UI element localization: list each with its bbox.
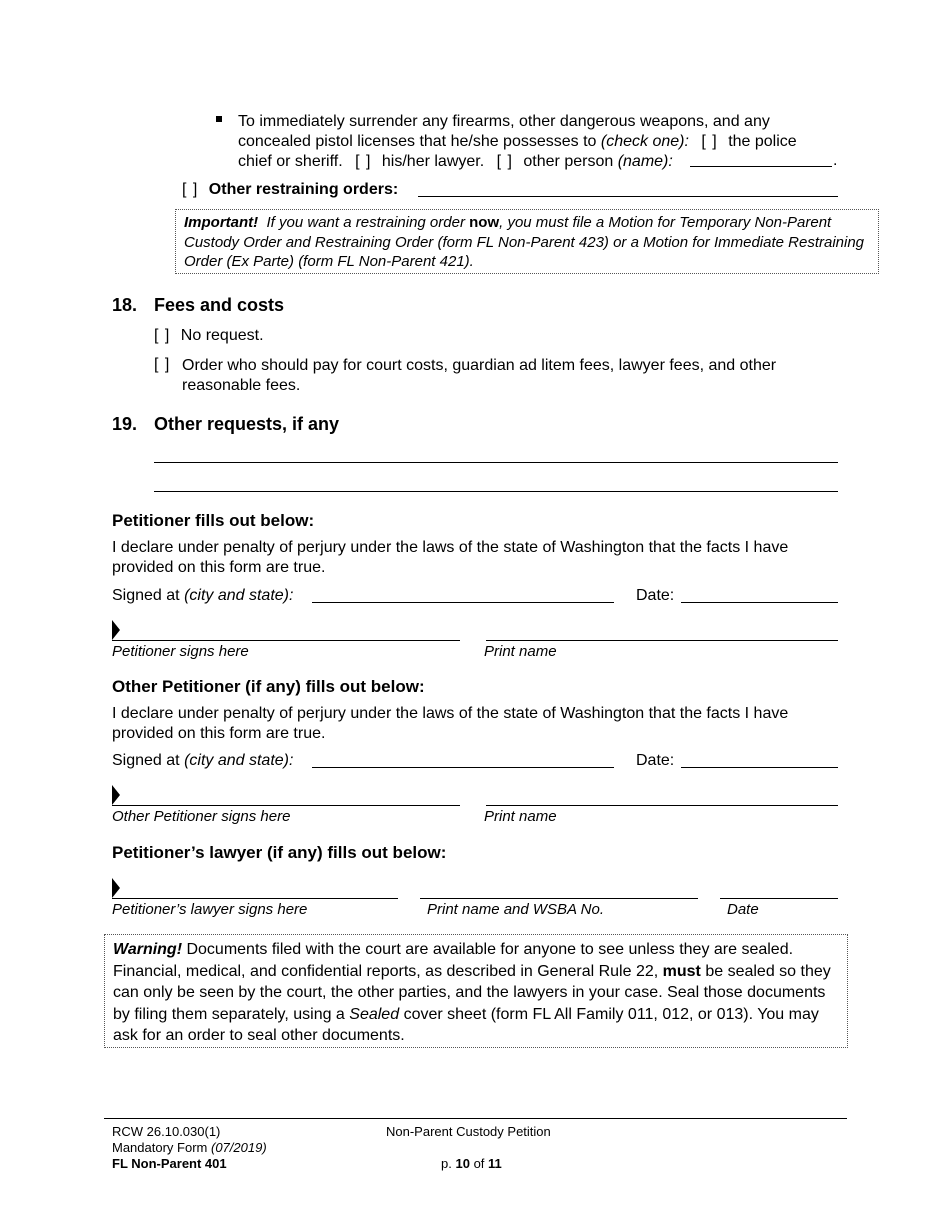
bullet-line-1: To immediately surrender any firearms, other dangerous weapons, and any (238, 113, 770, 130)
fees-order-pay-text: Order who should pay for court costs, guardian ad litem fees, lawyer fees, and other reasonable fees. (182, 357, 777, 394)
petitioner-city-state-field[interactable] (312, 602, 614, 603)
other-petitioner-signed-at-label: Signed at (city and state): (112, 752, 294, 769)
petitioner-signed-at-label: Signed at (city and state): (112, 587, 294, 604)
petitioner-print-caption: Print name (484, 643, 557, 660)
sign-arrow-icon (112, 620, 120, 640)
other-petitioner-signs-caption: Other Petitioner signs here (112, 808, 291, 825)
checkbox-other-restraining-orders[interactable]: [ ] (182, 181, 199, 198)
sign-arrow-icon (112, 878, 120, 898)
section-18-number: 18. (112, 295, 138, 315)
other-petitioner-city-state-field[interactable] (312, 767, 614, 768)
footer-form-id: FL Non-Parent 401 (112, 1156, 227, 1171)
other-petitioner-print-caption: Print name (484, 808, 557, 825)
checkbox-his-her-lawyer[interactable]: [ ] (355, 153, 372, 170)
footer-left (112, 1124, 267, 1172)
fees-order-pay-checkbox-row (154, 356, 176, 374)
footer-mandatory: Mandatory Form (07/2019) (112, 1140, 267, 1155)
petitioner-signature-field[interactable] (112, 640, 460, 641)
warning-notice: Warning! Documents filed with the court are available for anyone to see unless they are sealed. Financial, medical, and confidential reports, as described in General Rule 22, must be sealed so they can only be seen by the court, the other parties, and the lawyers in your case. Seal those documents by filing them separately, using a Sealed cover sheet (form FL All Family 011, 012, or 013). You may ask for an order to seal other documents. (104, 934, 848, 1048)
lawyer-date-caption: Date (727, 901, 759, 918)
lawyer-print-caption: Print name and WSBA No. (427, 901, 605, 918)
footer-form-title: Non-Parent Custody Petition (386, 1124, 551, 1139)
section-19-number: 19. (112, 414, 138, 434)
checkbox-police-chief[interactable]: [ ] (701, 133, 718, 150)
petitioner-date-field[interactable] (681, 602, 838, 603)
petitioner-print-name-field[interactable] (486, 640, 838, 641)
other-petitioner-declaration: I declare under penalty of perjury under the laws of the state of Washington that the facts I have provided on this form are true. (112, 705, 789, 742)
sign-arrow-icon (112, 785, 120, 805)
footer-divider (104, 1118, 847, 1119)
fees-no-request: [ ] No request. (154, 327, 264, 344)
lawyer-print-name-field[interactable] (420, 898, 698, 899)
other-person-name-field[interactable] (690, 166, 832, 167)
other-requests-line-2[interactable] (154, 491, 838, 492)
bullet-marker (216, 116, 222, 122)
footer-page-number: p. 10 of 11 (441, 1156, 502, 1171)
important-notice: Important! If you want a restraining order now, you must file a Motion for Temporary Non-Parent Custody Order and Restraining Order (form FL Non-Parent 423) or a Motion for Immediate Restraining Order (Ex Parte) (form FL Non-Parent 421). (175, 209, 879, 274)
lawyer-heading: Petitioner’s lawyer (if any) fills out below: (112, 843, 447, 862)
other-petitioner-signature-field[interactable] (112, 805, 460, 806)
section-18-title: Fees and costs (154, 295, 285, 315)
petitioner-heading: Petitioner fills out below: (112, 511, 315, 530)
footer-rcw: RCW 26.10.030(1) (112, 1124, 221, 1139)
checkbox-no-request[interactable]: [ ] (154, 327, 171, 344)
lawyer-date-field[interactable] (720, 898, 838, 899)
other-restraining-orders-field[interactable] (418, 196, 838, 197)
firearms-surrender-item (238, 112, 858, 172)
lawyer-signature-field[interactable] (112, 898, 398, 899)
checkbox-order-pay-fees[interactable]: [ ] (154, 356, 171, 373)
bullet-line-2: concealed pistol licenses that he/she possesses to (check one): [ ] the police (238, 133, 797, 150)
section-19-title: Other requests, if any (154, 414, 340, 434)
bullet-line-3: chief or sheriff. [ ] his/her lawyer. [ ] other person (name): (238, 153, 673, 170)
other-petitioner-date-field[interactable] (681, 767, 838, 768)
other-petitioner-heading: Other Petitioner (if any) fills out below: (112, 677, 425, 696)
other-restraining-orders: [ ] Other restraining orders: (182, 181, 399, 198)
checkbox-other-person[interactable]: [ ] (496, 153, 513, 170)
lawyer-signs-caption: Petitioner’s lawyer signs here (112, 901, 308, 918)
petitioner-declaration: I declare under penalty of perjury under the laws of the state of Washington that the facts I have provided on this form are true. (112, 539, 789, 576)
other-petitioner-print-name-field[interactable] (486, 805, 838, 806)
petitioner-signs-caption: Petitioner signs here (112, 643, 249, 660)
period: . (833, 152, 838, 169)
other-petitioner-date-label: Date: (636, 752, 675, 769)
petitioner-date-label: Date: (636, 587, 675, 604)
other-requests-line-1[interactable] (154, 462, 838, 463)
